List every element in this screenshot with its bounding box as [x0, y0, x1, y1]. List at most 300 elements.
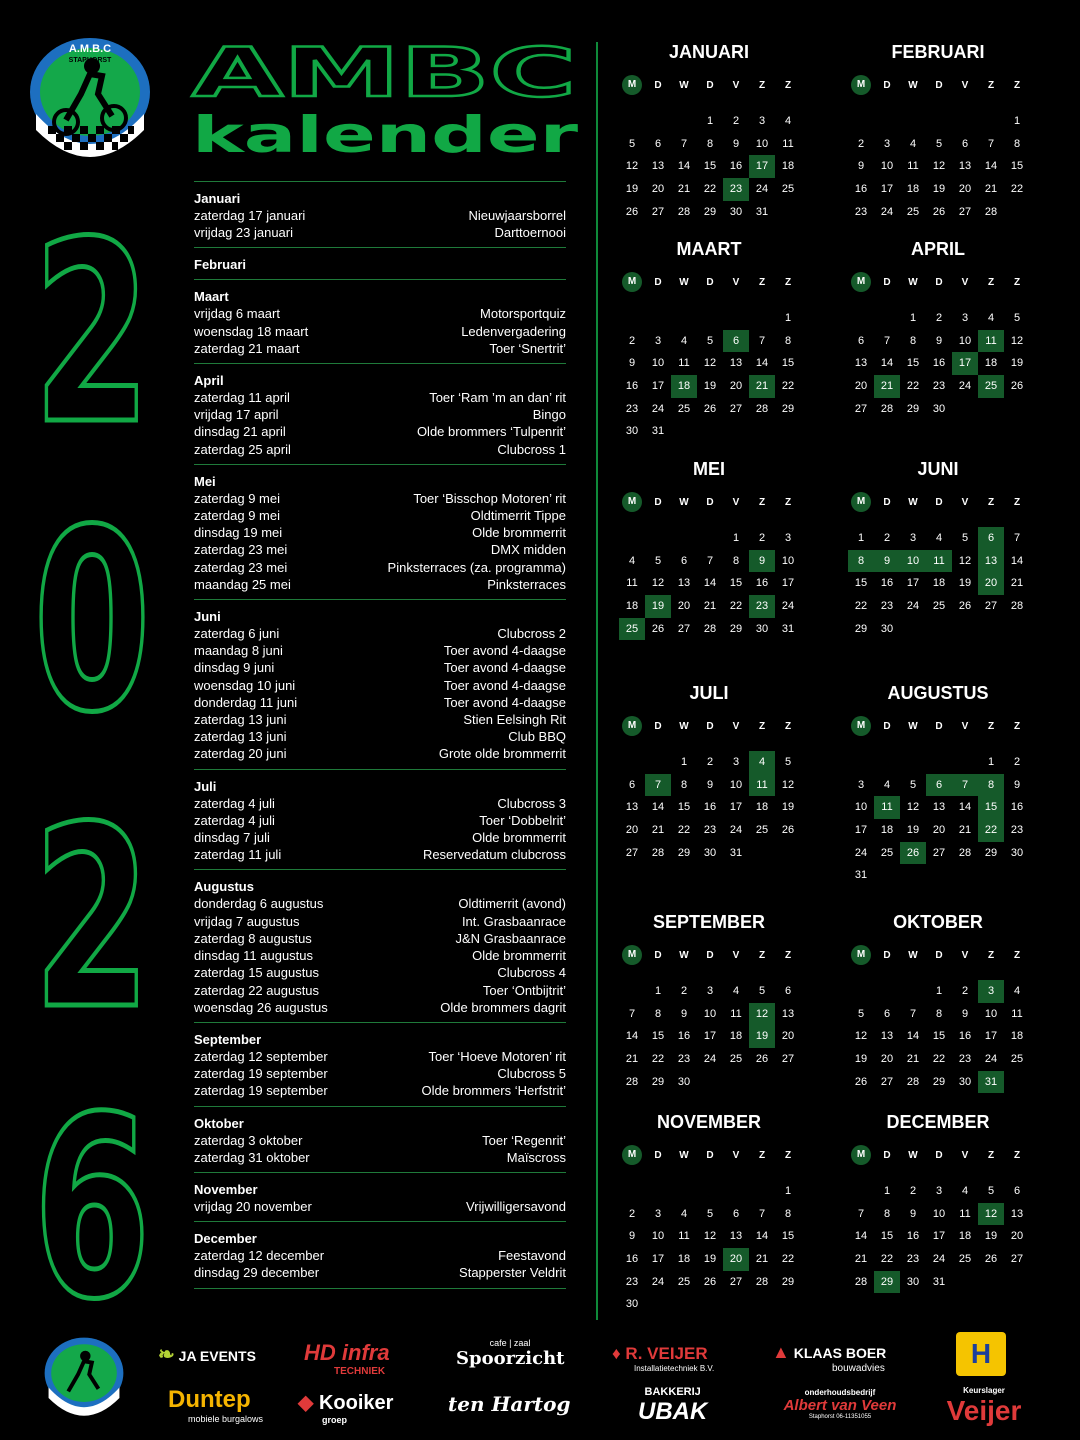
calendar-day: 20: [880, 1053, 894, 1066]
weekday-label: W: [679, 720, 689, 732]
title-ambc: [188, 40, 580, 102]
calendar-day: 19: [703, 1253, 717, 1266]
calendar-day: 3: [758, 115, 766, 127]
event-date: maandag 8 juni: [194, 643, 283, 659]
event-row: [194, 795, 566, 812]
calendar-empty-cell: [978, 618, 1004, 641]
calendar-day: 24: [651, 402, 665, 415]
calendar-day: 31: [729, 846, 743, 859]
calendar-day: 7: [909, 1007, 917, 1020]
calendar-empty-cell: [978, 110, 1004, 133]
calendar-day: 7: [857, 1207, 865, 1220]
calendar-day: 17: [952, 352, 978, 375]
calendar-day: 31: [755, 205, 769, 218]
weekday-label: Z: [987, 1149, 995, 1161]
calendar-day: 1: [680, 756, 688, 768]
calendar-empty-cell: [619, 751, 645, 774]
event-date: vrijdag 17 april: [194, 407, 279, 423]
calendar-day: 21: [677, 183, 691, 196]
weekday-label: D: [935, 496, 943, 508]
calendar-day: 25: [729, 1053, 743, 1066]
calendar-day: 20: [1010, 1230, 1024, 1243]
calendar-empty-cell: [874, 980, 900, 1003]
event-row: [194, 964, 566, 981]
calendar-day: 11: [678, 357, 690, 370]
calendar-day: 15: [729, 577, 743, 590]
weekday-header: [619, 271, 801, 293]
calendar-day: 28: [651, 846, 665, 859]
month-calendar: [848, 681, 1030, 887]
calendar-day: 17: [651, 1253, 665, 1266]
calendar-day: 6: [926, 774, 952, 797]
sponsor-spoorzicht: cafe | zaal Spoorzicht: [456, 1338, 565, 1369]
month-calendar: [619, 237, 801, 443]
calendar-day: 12: [1010, 334, 1024, 347]
calendar-day: 3: [857, 778, 865, 791]
calendar-day: 24: [906, 600, 920, 613]
calendar-day: 24: [854, 846, 868, 859]
calendar-day: 2: [680, 985, 688, 997]
calendar-day: 9: [749, 550, 775, 573]
calendar-day: 10: [729, 778, 743, 791]
calendar-empty-cell: [671, 1293, 697, 1316]
calendar-empty-cell: [645, 1180, 671, 1203]
calendar-week-row: [619, 980, 801, 1003]
calendar-week-row: [848, 330, 1030, 353]
event-date: vrijdag 23 januari: [194, 225, 294, 241]
calendar-day: 12: [703, 357, 717, 370]
calendar-day: 11: [874, 796, 900, 819]
weekday-label: Z: [1013, 1149, 1021, 1161]
calendar-day: 18: [677, 1253, 691, 1266]
calendar-month-title: SEPTEMBER: [652, 912, 766, 932]
calendar-day: 22: [932, 1053, 946, 1066]
event-row: [194, 694, 566, 711]
weekday-header: [848, 491, 1030, 513]
calendar-day: 24: [729, 824, 743, 837]
weekday-label: Z: [1013, 496, 1021, 508]
event-name: Toer ‘Snertrit’: [489, 340, 566, 356]
month-calendar: [619, 681, 801, 864]
calendar-day: 26: [958, 600, 972, 613]
event-date: zaterdag 9 mei: [194, 508, 280, 524]
event-name: Clubcross 5: [497, 1066, 566, 1082]
calendar-day: 17: [906, 577, 920, 590]
title-kalender: [190, 112, 580, 158]
event-name: Olde brommerrit: [472, 948, 566, 964]
calendar-empty-cell: [749, 420, 775, 443]
weekday-label: W: [679, 1149, 689, 1161]
weekday-label: M: [848, 492, 874, 512]
calendar-week-row: [619, 842, 801, 865]
weekday-label: M: [619, 272, 645, 292]
weekday-label: M: [619, 1145, 645, 1165]
month-calendar: [848, 237, 1030, 420]
event-name: Ledenvergadering: [461, 323, 566, 339]
calendar-day: 12: [932, 160, 946, 173]
calendar-day: 17: [932, 1230, 946, 1243]
weekday-label: D: [883, 79, 891, 91]
event-name: Maïscross: [506, 1149, 566, 1165]
sponsor-ten-hartog: ten Hartog: [448, 1392, 571, 1416]
calendar-day: 7: [758, 1207, 766, 1220]
calendar-day: 26: [625, 205, 639, 218]
calendar-empty-cell: [1004, 1071, 1030, 1094]
calendar-day: 22: [703, 183, 717, 196]
roof-icon: ▲: [772, 1342, 790, 1362]
weekday-label: V: [961, 1149, 969, 1161]
calendar-day: 9: [874, 550, 900, 573]
calendar-day: 23: [677, 1053, 691, 1066]
calendar-day: 19: [703, 380, 717, 393]
calendar-day: 19: [932, 183, 946, 196]
calendar-week-row: [848, 110, 1030, 133]
event-name: Int. Grasbaanrace: [461, 913, 566, 929]
event-month-group: [194, 599, 566, 769]
calendar-week-row: [848, 307, 1030, 330]
event-name: Stapperster Veldrit: [459, 1265, 566, 1281]
event-row: [194, 1149, 566, 1166]
calendar-week-row: [848, 1025, 1030, 1048]
calendar-day: 29: [932, 1075, 946, 1088]
event-date: woensdag 26 augustus: [194, 999, 328, 1015]
calendar-day: 6: [1013, 1185, 1021, 1197]
calendar-day: 27: [729, 1275, 743, 1288]
calendar-day: 3: [784, 532, 792, 544]
calendar-empty-cell: [775, 1071, 801, 1094]
calendar-empty-cell: [697, 1071, 723, 1094]
month-calendar: [848, 40, 1030, 223]
event-name: Bingo: [532, 407, 566, 423]
calendar-day: 21: [984, 183, 998, 196]
event-month-group: [194, 1172, 566, 1221]
calendar-day: 23: [932, 380, 946, 393]
event-date: zaterdag 11 juli: [194, 847, 282, 863]
calendar-empty-cell: [978, 1271, 1004, 1294]
calendar-empty-cell: [900, 751, 926, 774]
calendar-day: 21: [1010, 577, 1024, 590]
calendar-day: 30: [906, 1275, 920, 1288]
event-name: Clubcross 4: [497, 965, 566, 981]
event-row: [194, 947, 566, 964]
calendar-day: 11: [782, 137, 794, 150]
calendar-day: 22: [677, 824, 691, 837]
calendar-day: 10: [880, 160, 894, 173]
calendar-day: 16: [932, 357, 946, 370]
calendar-day: 21: [958, 824, 972, 837]
calendar-day: 10: [781, 554, 795, 567]
weekday-label: M: [848, 272, 874, 292]
calendar-week-row: [619, 618, 801, 641]
calendar-empty-cell: [697, 527, 723, 550]
calendar-day: 15: [978, 796, 1004, 819]
calendar-day: 12: [906, 801, 920, 814]
weekday-label: Z: [784, 720, 792, 732]
event-name: Pinksterraces: [487, 576, 566, 592]
calendar-empty-cell: [874, 751, 900, 774]
event-name: Toer avond 4-daagse: [443, 677, 566, 693]
weekday-label: D: [883, 276, 891, 288]
event-row: [194, 642, 566, 659]
weekday-header: [619, 944, 801, 966]
ja-events-icon: ❧: [158, 1344, 175, 1366]
calendar-day: 3: [654, 334, 662, 347]
calendar-day: 5: [909, 778, 917, 791]
event-name: Toer ‘Ram ’m an dan’ rit: [429, 390, 566, 406]
calendar-day: 23: [854, 205, 868, 218]
event-month-title: December: [194, 1231, 257, 1247]
calendar-day: 15: [651, 1030, 665, 1043]
calendar-empty-cell: [619, 110, 645, 133]
event-name: Clubcross 3: [497, 795, 566, 811]
calendar-day: 18: [729, 1030, 743, 1043]
calendar-day: 13: [651, 160, 665, 173]
event-name: Olde brommerrit: [472, 830, 566, 846]
calendar-day: 21: [625, 1053, 639, 1066]
calendar-day: 14: [755, 1230, 769, 1243]
event-row: [194, 1082, 566, 1099]
calendar-day: 9: [935, 334, 943, 347]
event-row: [194, 323, 566, 340]
calendar-day: 6: [654, 137, 662, 150]
calendar-day: 28: [755, 402, 769, 415]
ambc-footer-logo: [42, 1334, 126, 1420]
calendar-empty-cell: [671, 527, 697, 550]
calendar-empty-cell: [749, 1071, 775, 1094]
ambc-logo: [26, 34, 154, 162]
event-date: maandag 25 mei: [194, 576, 291, 592]
calendar-empty-cell: [619, 307, 645, 330]
calendar-day: 29: [677, 846, 691, 859]
event-month-title: Maart: [194, 289, 229, 305]
calendar-day: 27: [958, 205, 972, 218]
calendar-day: 27: [932, 846, 946, 859]
event-row: [194, 541, 566, 558]
calendar-month-title: JUNI: [917, 459, 959, 479]
calendar-day: 13: [729, 1230, 743, 1243]
calendar-day: 9: [680, 1007, 688, 1020]
calendar-day: 23: [958, 1053, 972, 1066]
event-row: [194, 441, 566, 458]
weekday-label: D: [706, 1149, 714, 1161]
calendar-day: 30: [880, 622, 894, 635]
weekday-header: [619, 1144, 801, 1166]
column-divider: [596, 42, 598, 1320]
calendar-empty-cell: [1004, 201, 1030, 224]
event-date: donderdag 11 juni: [194, 694, 298, 710]
calendar-day: 10: [651, 1230, 665, 1243]
calendar-week-row: [848, 572, 1030, 595]
weekday-label: D: [706, 949, 714, 961]
event-row: [194, 340, 566, 357]
calendar-day: 15: [781, 357, 795, 370]
calendar-day: 28: [677, 205, 691, 218]
calendar-day: 4: [883, 778, 891, 791]
calendar-day: 11: [959, 1207, 971, 1220]
event-name: Toer ‘Regenrit’: [482, 1132, 566, 1148]
calendar-day: 20: [781, 1030, 795, 1043]
calendar-day: 17: [854, 824, 868, 837]
calendar-empty-cell: [952, 751, 978, 774]
calendar-day: 18: [671, 375, 697, 398]
calendar-week-row: [619, 595, 801, 618]
calendar-day: 27: [625, 846, 639, 859]
event-row: [194, 846, 566, 863]
calendar-day: 27: [880, 1075, 894, 1088]
weekday-header: [848, 1144, 1030, 1166]
calendar-day: 27: [1010, 1253, 1024, 1266]
calendar-week-row: [848, 1003, 1030, 1026]
weekday-label: V: [732, 276, 740, 288]
event-row: [194, 559, 566, 576]
calendar-month-title: MAART: [676, 239, 742, 259]
calendar-day: 18: [932, 577, 946, 590]
calendar-empty-cell: [645, 751, 671, 774]
calendar-day: 4: [909, 137, 917, 150]
year-digit: 2: [33, 773, 151, 1064]
event-date: donderdag 6 augustus: [194, 896, 324, 912]
month-calendar: [848, 910, 1030, 1093]
calendar-day: 20: [932, 824, 946, 837]
calendar-empty-cell: [723, 420, 749, 443]
calendar-day: 31: [932, 1275, 946, 1288]
event-row: [194, 406, 566, 423]
calendar-day: 6: [723, 330, 749, 353]
calendar-week-row: [848, 352, 1030, 375]
calendar-day: 4: [732, 985, 740, 997]
calendar-week-row: [848, 375, 1030, 398]
calendar-empty-cell: [671, 420, 697, 443]
calendar-empty-cell: [749, 1293, 775, 1316]
calendar-day: 6: [857, 334, 865, 347]
event-name: Clubcross 2: [497, 626, 566, 642]
calendar-day: 12: [749, 1003, 775, 1026]
weekday-header: [619, 715, 801, 737]
weekday-label: D: [654, 720, 662, 732]
calendar-day: 1: [935, 985, 943, 997]
month-calendar: [619, 910, 801, 1093]
event-row: [194, 829, 566, 846]
calendar-day: 19: [1010, 357, 1024, 370]
event-row: [194, 659, 566, 676]
calendar-empty-cell: [952, 398, 978, 421]
calendar-day: 22: [880, 1253, 894, 1266]
month-calendar: [848, 1110, 1030, 1293]
calendar-day: 15: [880, 1230, 894, 1243]
calendar-empty-cell: [749, 842, 775, 865]
calendar-day: 25: [755, 824, 769, 837]
calendar-day: 28: [984, 205, 998, 218]
calendar-day: 2: [909, 1185, 917, 1197]
calendar-day: 9: [909, 1207, 917, 1220]
calendar-day: 4: [749, 751, 775, 774]
weekday-label: Z: [784, 1149, 792, 1161]
event-month-group: [194, 464, 566, 599]
calendar-day: 28: [854, 1275, 868, 1288]
calendar-day: 17: [703, 1030, 717, 1043]
event-row: [194, 576, 566, 593]
calendar-day: 24: [984, 1053, 998, 1066]
calendar-day: 10: [932, 1207, 946, 1220]
weekday-label: D: [706, 79, 714, 91]
calendar-day: 4: [1013, 985, 1021, 997]
calendar-day: 11: [1011, 1007, 1023, 1020]
calendar-day: 6: [784, 985, 792, 997]
event-date: dinsdag 21 april: [194, 424, 286, 440]
calendar-day: 20: [625, 824, 639, 837]
calendar-day: 26: [854, 1075, 868, 1088]
event-row: [194, 625, 566, 642]
weekday-label: Z: [758, 496, 766, 508]
calendar-day: 3: [654, 1207, 662, 1220]
event-row: [194, 389, 566, 406]
calendar-day: 30: [729, 205, 743, 218]
calendar-day: 4: [680, 1207, 688, 1220]
event-name: Olde brommers dagrit: [440, 999, 566, 1015]
calendar-day: 14: [906, 1030, 920, 1043]
weekday-label: Z: [987, 949, 995, 961]
calendar-day: 2: [883, 532, 891, 544]
calendar-day: 22: [729, 600, 743, 613]
calendar-day: 29: [729, 622, 743, 635]
calendar-empty-cell: [926, 751, 952, 774]
event-name: Nieuwjaarsborrel: [468, 208, 566, 223]
calendar-day: 27: [729, 402, 743, 415]
weekday-label: M: [619, 75, 645, 95]
calendar-day: 23: [703, 824, 717, 837]
logo-subtext: STAPHORST: [68, 57, 112, 64]
calendar-day: 19: [645, 595, 671, 618]
calendar-day: 4: [961, 1185, 969, 1197]
event-name: Toer avond 4-daagse: [443, 643, 566, 659]
event-row: [194, 423, 566, 440]
weekday-label: D: [935, 1149, 943, 1161]
event-row: [194, 490, 566, 507]
calendar-day: 24: [755, 183, 769, 196]
calendar-day: 6: [961, 137, 969, 150]
event-month-group: [194, 869, 566, 1021]
event-date: woensdag 18 maart: [194, 323, 309, 339]
calendar-day: 9: [706, 778, 714, 791]
calendar-week-row: [619, 155, 801, 178]
calendar-week-row: [619, 572, 801, 595]
weekday-header: [848, 74, 1030, 96]
calendar-week-row: [848, 1271, 1030, 1294]
calendar-day: 2: [732, 115, 740, 127]
event-date: zaterdag 19 september: [194, 1083, 328, 1099]
event-month-group: [194, 279, 566, 363]
calendar-day: 4: [935, 532, 943, 544]
event-row: [194, 305, 566, 322]
calendar-week-row: [848, 1071, 1030, 1094]
calendar-week-row: [848, 751, 1030, 774]
calendar-week-row: [619, 1180, 801, 1203]
calendar-day: 12: [625, 160, 639, 173]
calendar-day: 16: [958, 1030, 972, 1043]
sponsor-klaas-boer: ▲ KLAAS BOER bouwadvies: [772, 1342, 887, 1374]
event-name: Olde brommers ‘Tulpenrit’: [416, 424, 566, 440]
weekday-label: Z: [784, 949, 792, 961]
event-name: Pinksterraces (za. programma): [387, 559, 566, 575]
calendar-day: 28: [755, 1275, 769, 1288]
calendar-day: 21: [703, 600, 717, 613]
calendar-day: 26: [703, 1275, 717, 1288]
event-date: dinsdag 7 juli: [194, 830, 270, 846]
event-date: zaterdag 8 augustus: [194, 930, 312, 946]
year-digit: 2: [33, 205, 151, 479]
calendar-month-title: JULI: [689, 683, 729, 703]
calendar-day: 5: [706, 1207, 714, 1220]
